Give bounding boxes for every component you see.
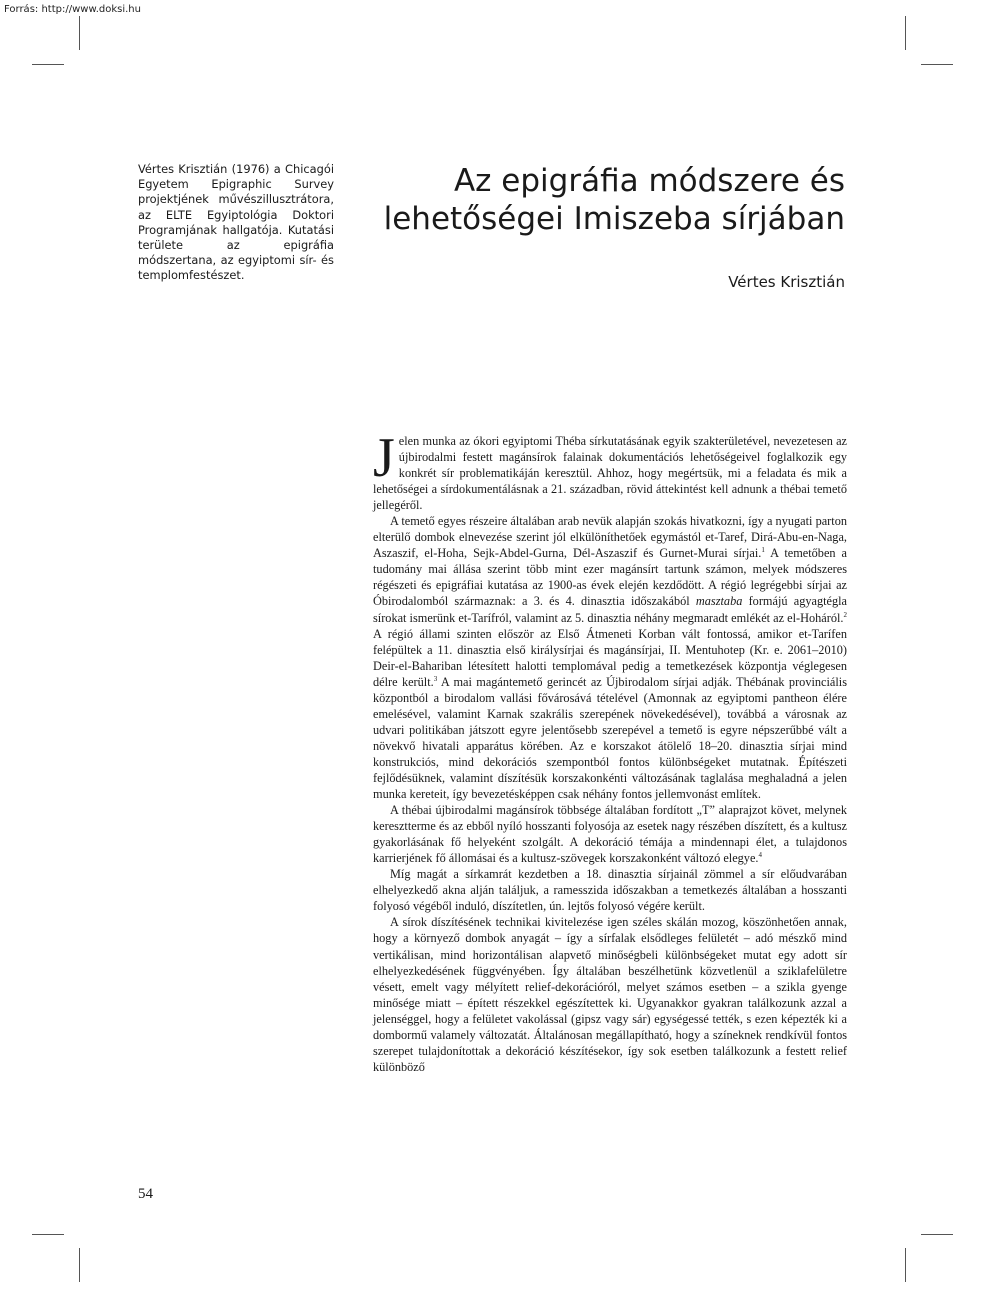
footnote-ref: 3 [433,674,438,683]
paragraph-3 [373,802,847,866]
author-name: Vértes Krisztián [728,273,845,291]
paragraph-1-text: elen munka az ókori egyiptomi Théba sírkutatásának egyik szakterületével, nevezetesen az újbirodalmi festett magánsírok falainak dokumentációs lehetőségeivel foglalkozik egy konkrét sír problematikáján keresztül. Ahhoz, hogy megértsük, mi a feladata és mik a lehetőségei a sírdokumentálásnak a 21. században, rövid áttekintést kell adnunk a thébai temető jellegéről. [373,434,847,513]
paragraph-2-text: formájú agyagtégla sírokat ismerünk et-Tarífról, valamint az 5. dinasztia néhány megmaradt emlékét az el-Hoháról. [373,594,847,625]
italic-term: masztaba [695,594,743,609]
crop-mark [921,1234,953,1235]
footnote-ref: 4 [758,851,762,860]
title-line-2: lehetőségei Imiszeba sírjában [383,201,845,237]
drop-cap: J [373,427,395,489]
page-number: 54 [138,1186,153,1202]
footnote-ref: 2 [843,610,847,619]
paragraph-2 [373,513,847,802]
paragraph-2-text: A temetőben a tudomány mai állása szerint több mint ezer magánsírt tartunk számon, melyek módszeres régészeti és epigráfiai kutatása az 1900-as évek elején kezdődött. A régió legrégebbi sírjai az Óbirodalomból származnak: a 3. és 4. dinasztia időszakából [373,546,847,609]
paragraph-2-text: A régió állami szinten először az Első Átmeneti Korban vált fontossá, amikor et-Tarífen felépültek a 11. dinasztia első királysírjai és magánsírjai, II. Mentuhotep (Kr. e. 2061–2010) Deir-el-Bahariban létesített halotti templomával pedig a temetkezések központja véglegesen délre került. [373,626,847,689]
crop-mark [32,1234,64,1235]
crop-mark [921,64,953,65]
paragraph-4: Míg magát a sírkamrát kezdetben a 18. dinasztia sírjainál zömmel a sír előudvarában elhelyezkedő akna alján találjuk, a ramesszida időszakban a temetkezés általában a hosszanti folyosó végéből induló, díszítetlen, ún. lejtős folyosó végére került. [373,867,847,914]
footnote-ref: 1 [761,546,765,555]
article-body [373,427,847,1075]
title-line-1: Az epigráfia módszere és [453,163,845,199]
crop-mark [905,1248,906,1282]
crop-mark [32,64,64,65]
paragraph-1 [373,427,847,513]
author-bio: Vértes Krisztián (1976) a Chicagói Egyetem Epigraphic Survey projektjének művészillusztrátora, az ELTE Egyiptológia Doktori Programjának hallgatója. Kutatási területe az epigráfia módszertana, az egyiptomi sír- és templomfestészet. [138,162,334,283]
paragraph-3-text: A thébai újbirodalmi magánsírok többsége általában fordított „T” alaprajzot követ, melynek keresztterme és az ebből nyíló hosszanti folyosója az esetek nagy részében díszített, és a kultusz gyakorlásának fő helyeként szolgált. A dekoráció témája a mindennapi élet, a tulajdonos karrierjének fő állomásai és a kultusz-szövegek korszakonként változó elegye. [373,803,847,866]
crop-mark [905,16,906,50]
source-note: Forrás: http://www.doksi.hu [4,4,141,15]
paragraph-5: A sírok díszítésének technikai kivitelezése igen széles skálán mozog, köszönhetően annak, hogy a környező dombok anyagát – így a sírfalak elsődleges felületét – adó mészkő mind vertikálisan, mind horizontálisan alapvető minőségbeli különbségeket mutat egy adott sír elhelyezkedésének függvényében. Így általában beszélhetünk közvetlenül a sziklafelületre vésett, emelt vagy mélyített relief-dekorációról, melyet számos esetben – a szikla gyenge minősége miatt – épített részekkel egészítettek ki. Ugyanakkor gyakran találkozunk azzal a jelenséggel, hogy a felületet vakolással (gipsz vagy sár) egységessé tették, s ezen képezték ki a dombormű valamely változatát. Általánosan megállapítható, hogy a színeknek rendkívül fontos szerepet tulajdonítottak a dekoráció készítésekor, így sok esetben találkozunk a festett relief különböző [373,915,847,1074]
article-title [365,162,845,238]
paragraph-2-text: A mai magántemető gerincét az Újbirodalom sírjai adják. Thébának provinciális központból a birodalom vallási fővárosává tételével (Amonnak az egyiptomi pantheon élére emelésével, valamint Karnak szakrális szerepének növekedésével), továbbá a városnak az udvari politikában játszott egyre jelentősebb szerepével a temető is egyre népszerűbbé vált a növekvő hivatali apparátus körében. Az e korszakot átölelő 18–20. dinasztia sírjai mind konstrukciós, mind dekorációs szempontból fontos különbségeket mutatnak. Építészeti fejlődésüknek, valamint díszítésük korszakonkénti változásának taglalása meghaladná a jelen munka kereteit, így bevezetésképpen csak néhány fontos jellemvonást említek. [373,674,847,802]
crop-mark [79,1248,80,1282]
paragraph-2-text: A temető egyes részeire általában arab nevük alapján szokás hivatkozni, így a nyugati parton elterülő dombok elnevezése szerint jól elkülöníthetőek egymástól et-Taref, Dirá-Abu-en-Naga, Aszaszif, el-Hoha, Sejk-Abdel-Gurna, Dél-Aszaszif és Gurnet-Murai sírjai. [373,514,847,561]
crop-mark [79,16,80,50]
